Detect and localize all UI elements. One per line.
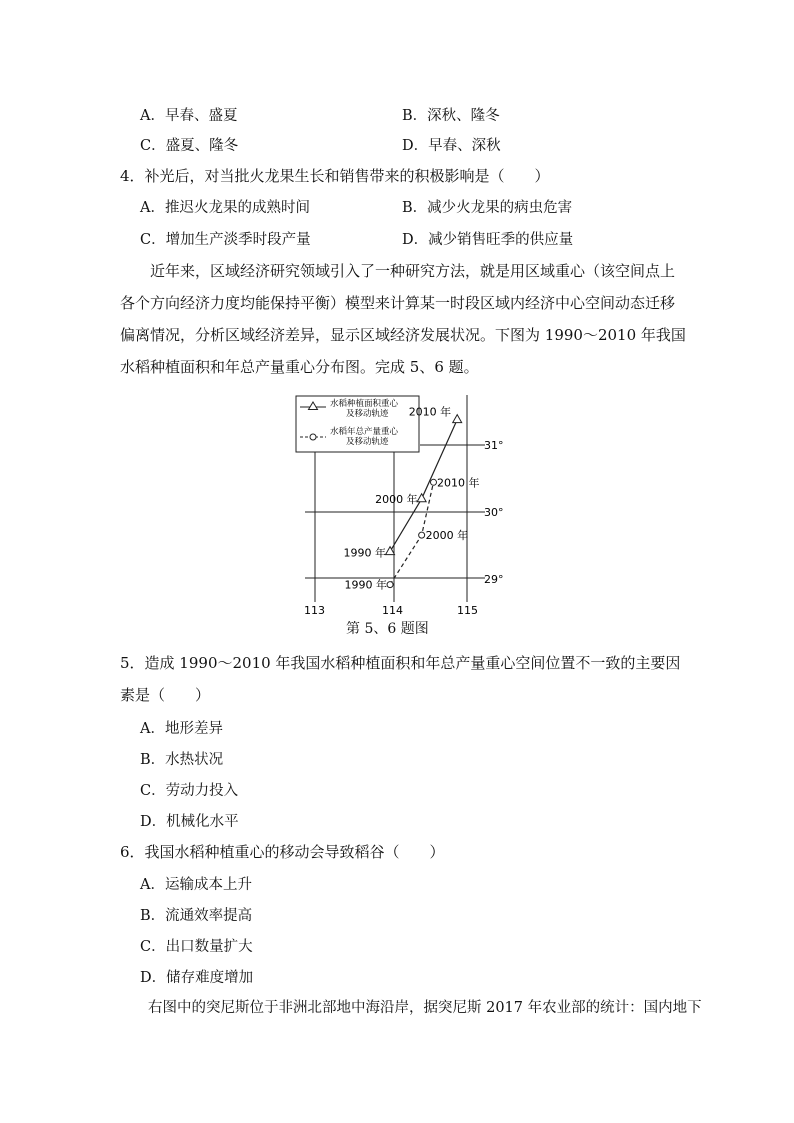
next-paragraph-line-1: 右图中的突尼斯位于非洲北部地中海沿岸，据突尼斯 2017 年农业部的统计：国内地下 xyxy=(148,1000,702,1016)
legend-yield-label-1: 水稻年总产量重心 xyxy=(330,427,399,437)
q3-option-b: B．深秋、隆冬 xyxy=(402,108,500,124)
q5-stem-line-2: 素是（ ） xyxy=(120,686,211,704)
q6-option-d: D．储存难度增加 xyxy=(140,970,254,986)
lon-label-114: 114 xyxy=(382,604,403,617)
area-label-2010: 2010 年 xyxy=(408,405,452,419)
intro-line-1: 近年来，区域经济研究领域引入了一种研究方法，就是用区域重心（该空间点上 xyxy=(150,262,676,280)
lat-label-29: 29° xyxy=(484,573,504,586)
legend-area-label-1: 水稻种植面积重心 xyxy=(330,399,399,409)
area-label-1990: 1990 年 xyxy=(343,546,387,560)
q6-option-c: C．出口数量扩大 xyxy=(140,939,253,955)
area-point-2010 xyxy=(453,415,462,423)
yield-label-2010: 2010 年 xyxy=(437,476,480,490)
q6-option-a: A．运输成本上升 xyxy=(140,877,252,893)
yield-label-1990: 1990 年 xyxy=(344,578,388,592)
q3-option-d: D．早春、深秋 xyxy=(402,138,501,154)
rice-centroid-map xyxy=(290,390,510,620)
yield-point-2010 xyxy=(431,479,437,485)
intro-line-4: 水稻种植面积和年总产量重心分布图。完成 5、6 题。 xyxy=(120,358,479,376)
q5-option-d: D．机械化水平 xyxy=(140,814,239,830)
q6-stem: 6．我国水稻种植重心的移动会导致稻谷（ ） xyxy=(120,843,445,861)
q3-option-c: C．盛夏、隆冬 xyxy=(140,138,239,154)
yield-label-2000: 2000 年 xyxy=(425,529,469,543)
lat-label-31: 31° xyxy=(484,439,504,452)
lon-label-115: 115 xyxy=(457,604,478,617)
area-label-2000: 2000 年 xyxy=(375,492,418,506)
figure-caption: 第 5、6 题图 xyxy=(346,621,429,637)
lon-label-113: 113 xyxy=(304,604,325,617)
q4-option-b: B．减少火龙果的病虫危害 xyxy=(402,200,573,216)
yield-point-1990 xyxy=(387,582,393,588)
area-point-1990 xyxy=(386,547,395,555)
q5-stem-line-1: 5．造成 1990～2010 年我国水稻种植面积和年总产量重心空间位置不一致的主要因 xyxy=(120,654,681,672)
q4-stem: 4．补光后，对当批火龙果生长和销售带来的积极影响是（ ） xyxy=(120,167,550,185)
q6-option-b: B．流通效率提高 xyxy=(140,908,253,924)
lat-label-30: 30° xyxy=(484,506,504,519)
q4-option-d: D．减少销售旺季的供应量 xyxy=(402,232,574,248)
q4-option-c: C．增加生产淡季时段产量 xyxy=(140,232,311,248)
legend-yield-label-2: 及移动轨迹 xyxy=(346,437,389,447)
legend-area-label-2: 及移动轨迹 xyxy=(346,409,389,419)
q5-option-a: A．地形差异 xyxy=(140,721,223,737)
q4-option-a: A．推迟火龙果的成熟时间 xyxy=(140,200,310,216)
circle-icon xyxy=(310,434,316,440)
area-point-2000 xyxy=(417,494,426,502)
q5-option-c: C．劳动力投入 xyxy=(140,783,239,799)
intro-line-2: 各个方向经济力度均能保持平衡）模型来计算某一时段区域内经济中心空间动态迁移 xyxy=(120,294,676,312)
q3-option-a: A．早春、盛夏 xyxy=(140,108,238,124)
intro-line-3: 偏离情况，分析区域经济差异，显示区域经济发展状况。下图为 1990～2010 年我国 xyxy=(120,326,686,344)
legend xyxy=(296,396,419,452)
intro-paragraph xyxy=(120,255,686,383)
yield-point-2000 xyxy=(419,532,425,538)
q5-option-b: B．水热状况 xyxy=(140,752,224,768)
